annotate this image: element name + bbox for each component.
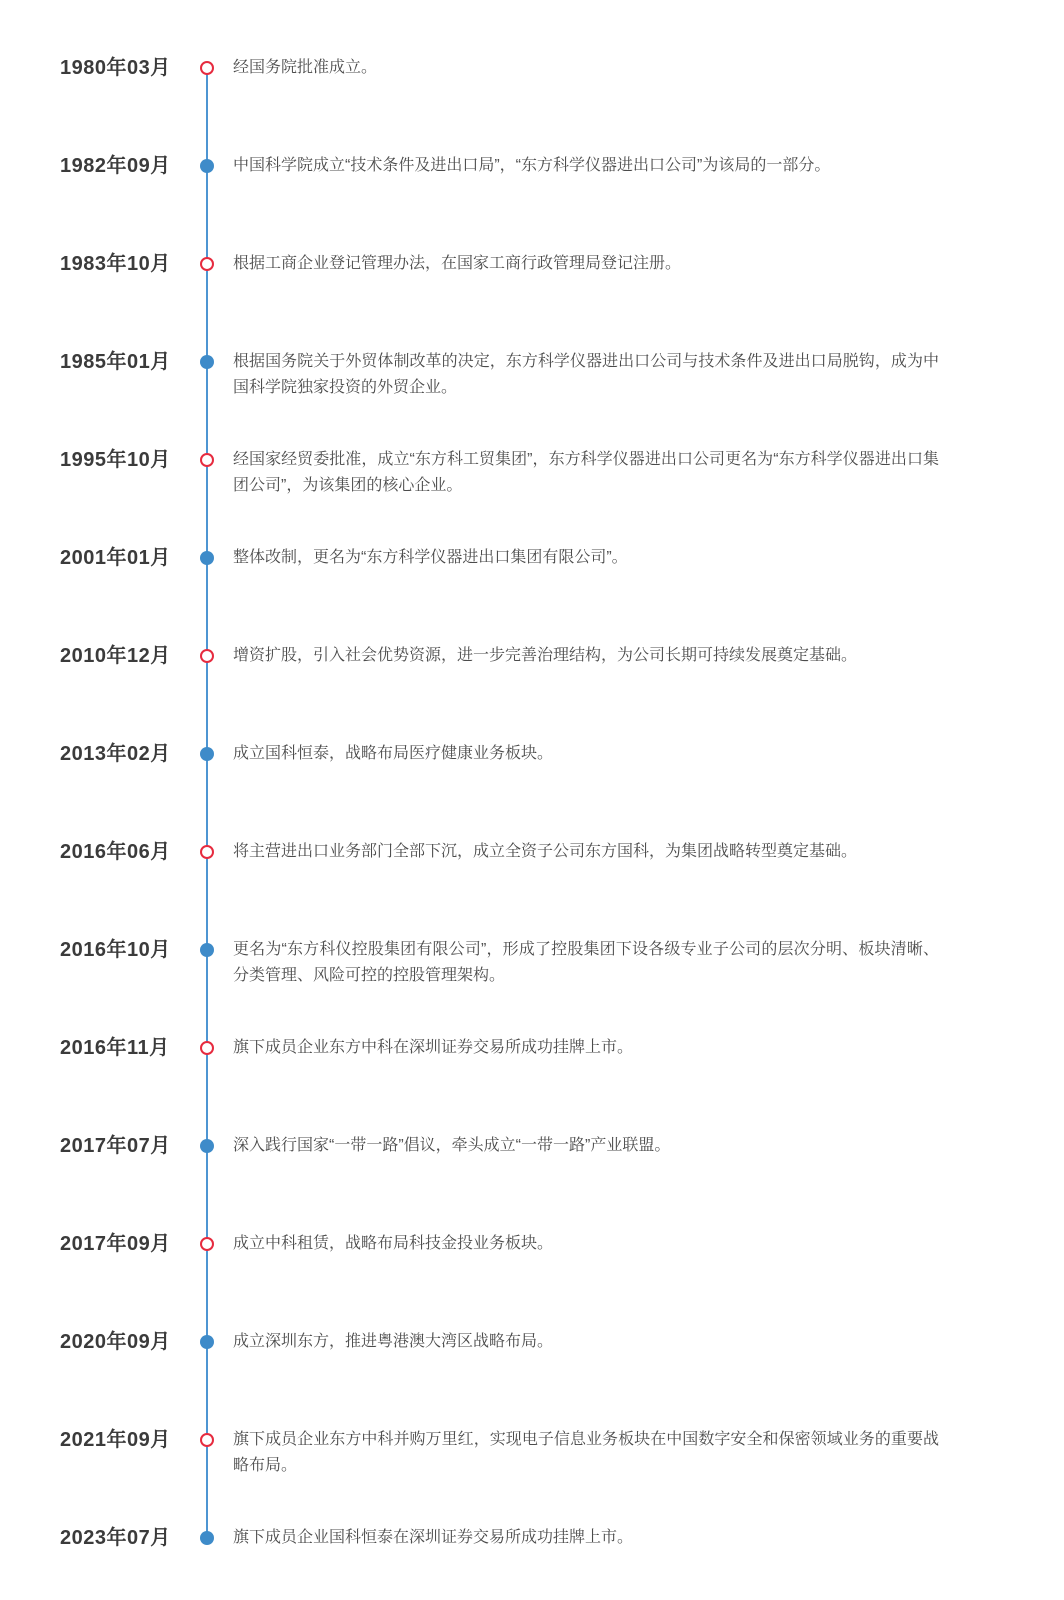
timeline-dot-icon [200, 159, 214, 173]
timeline-dot-icon [200, 1237, 214, 1251]
timeline-dot-icon [200, 257, 214, 271]
timeline-dot-icon [200, 1433, 214, 1447]
timeline-event-text: 成立深圳东方，推进粤港澳大湾区战略布局。 [233, 1333, 554, 1350]
timeline-date-label: 2017年09月 [60, 1233, 171, 1255]
timeline-entry [0, 1329, 1064, 1355]
timeline-date-label: 2016年06月 [60, 841, 171, 863]
timeline-event-text: 根据工商企业登记管理办法，在国家工商行政管理局登记注册。 [233, 255, 682, 272]
timeline-dot-icon [200, 1139, 214, 1153]
timeline-dot-icon [200, 747, 214, 761]
timeline-event-text: 旗下成员企业东方中科在深圳证券交易所成功挂牌上市。 [233, 1039, 634, 1056]
timeline-entry [0, 741, 1064, 767]
timeline-dot-icon [200, 355, 214, 369]
timeline-entry [0, 937, 1064, 984]
timeline-entry [0, 1133, 1064, 1159]
timeline-dot-icon [200, 1335, 214, 1349]
timeline-event-text: 旗下成员企业国科恒泰在深圳证券交易所成功挂牌上市。 [233, 1529, 634, 1546]
timeline-entry [0, 1427, 1064, 1474]
timeline-dot-icon [200, 649, 214, 663]
timeline-event-text: 经国务院批准成立。 [233, 59, 378, 76]
timeline-date-label: 1985年01月 [60, 351, 171, 373]
timeline-entry [0, 349, 1064, 396]
timeline-event-text: 整体改制，更名为“东方科学仪器进出口集团有限公司”。 [233, 549, 628, 566]
timeline-event-text: 更名为“东方科仪控股集团有限公司”，形成了控股集团下设各级专业子公司的层次分明、板块清晰、分类管理、风险可控的控股管理架构。 [233, 941, 939, 984]
timeline-entry [0, 55, 1064, 81]
timeline-date-label: 2017年07月 [60, 1135, 171, 1157]
timeline-event-text: 增资扩股，引入社会优势资源，进一步完善治理结构，为公司长期可持续发展奠定基础。 [233, 647, 858, 664]
timeline-event-text: 经国家经贸委批准，成立“东方科工贸集团”，东方科学仪器进出口公司更名为“东方科学仪器进出口集团公司”，为该集团的核心企业。 [233, 451, 939, 494]
timeline-axis-line [206, 68, 208, 1538]
timeline-dot-icon [200, 1041, 214, 1055]
timeline-date-label: 1980年03月 [60, 57, 171, 79]
timeline-event-text: 根据国务院关于外贸体制改革的决定，东方科学仪器进出口公司与技术条件及进出口局脱钩，成为中国科学院独家投资的外贸企业。 [233, 353, 939, 396]
timeline-date-label: 2001年01月 [60, 547, 171, 569]
timeline-entry [0, 1525, 1064, 1551]
timeline-date-label: 2021年09月 [60, 1429, 171, 1451]
timeline-dot-icon [200, 943, 214, 957]
timeline-dot-icon [200, 845, 214, 859]
timeline-dot-icon [200, 551, 214, 565]
timeline-date-label: 2013年02月 [60, 743, 171, 765]
timeline-event-text: 中国科学院成立“技术条件及进出口局”，“东方科学仪器进出口公司”为该局的一部分。 [233, 157, 831, 174]
timeline-date-label: 2016年11月 [60, 1037, 170, 1059]
timeline-date-label: 2023年07月 [60, 1527, 171, 1549]
timeline-dot-icon [200, 1531, 214, 1545]
timeline-entry [0, 447, 1064, 494]
timeline-event-text: 将主营进出口业务部门全部下沉，成立全资子公司东方国科，为集团战略转型奠定基础。 [233, 843, 858, 860]
timeline-date-label: 2010年12月 [60, 645, 171, 667]
timeline-event-text: 成立中科租赁，战略布局科技金投业务板块。 [233, 1235, 554, 1252]
timeline-date-label: 2020年09月 [60, 1331, 171, 1353]
timeline-date-label: 1995年10月 [60, 449, 171, 471]
timeline-event-text: 旗下成员企业东方中科并购万里红，实现电子信息业务板块在中国数字安全和保密领域业务的重要战略布局。 [233, 1431, 939, 1474]
timeline-entry [0, 1035, 1064, 1061]
timeline-dot-icon [200, 453, 214, 467]
timeline-dot-icon [200, 61, 214, 75]
timeline-date-label: 1982年09月 [60, 155, 171, 177]
timeline-entry [0, 643, 1064, 669]
timeline-event-text: 深入践行国家“一带一路”倡议，牵头成立“一带一路”产业联盟。 [233, 1137, 671, 1154]
timeline-entry [0, 251, 1064, 277]
timeline-entry [0, 153, 1064, 179]
timeline-entry [0, 1231, 1064, 1257]
timeline-entry [0, 839, 1064, 865]
timeline-entry [0, 545, 1064, 571]
timeline-date-label: 2016年10月 [60, 939, 171, 961]
timeline-event-text: 成立国科恒泰，战略布局医疗健康业务板块。 [233, 745, 554, 762]
timeline-date-label: 1983年10月 [60, 253, 171, 275]
